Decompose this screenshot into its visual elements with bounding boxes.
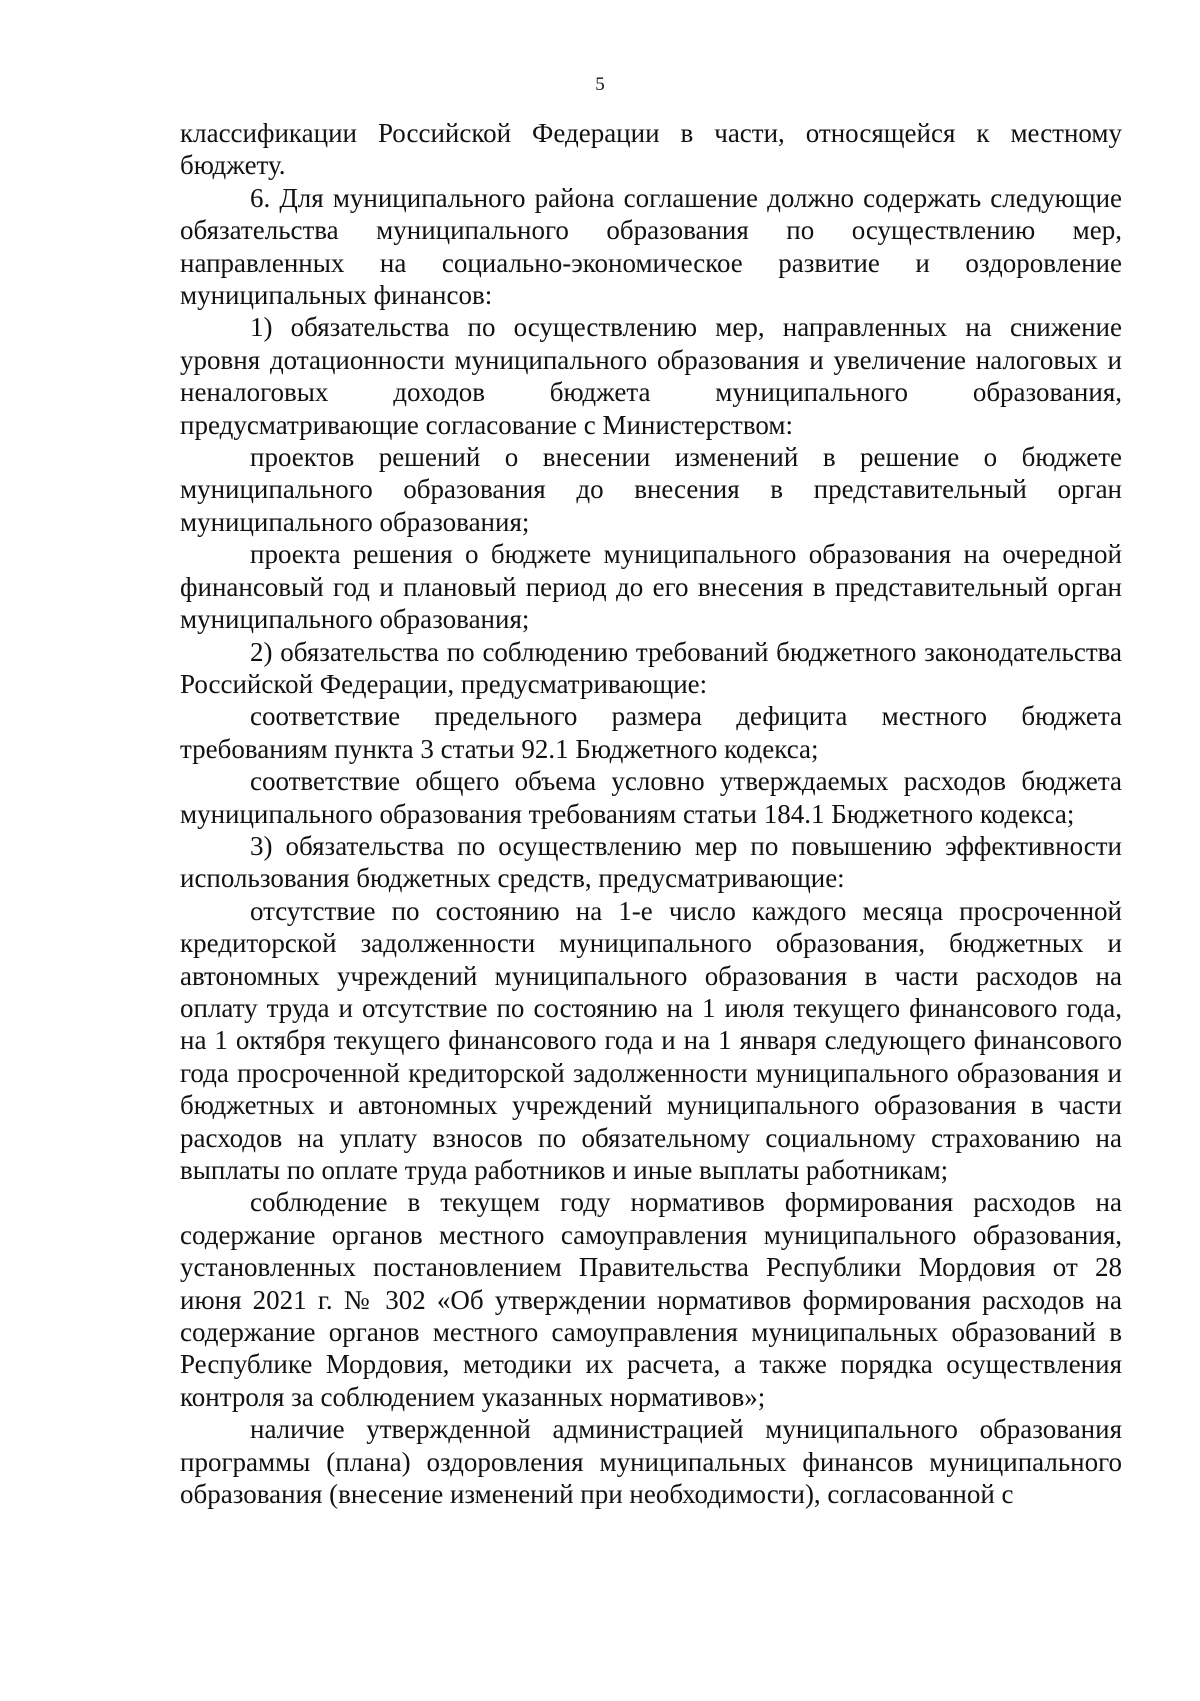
paragraph-subitem-3: 3) обязательства по осуществлению мер по повышению эффективности использования бюджетных средств, предусматривающие:	[180, 830, 1122, 894]
document-body	[180, 117, 1122, 1510]
paragraph-subitem-2: 2) обязательства по соблюдению требований бюджетного законодательства Российской Федерации, предусматривающие:	[180, 636, 1122, 699]
paragraph-item-6: 6. Для муниципального района соглашение должно содержать следующие обязательства муниципального образования по осуществлению мер, направленных на социально-экономическое развитие и оздоровление муниципальных финансов:	[180, 182, 1122, 311]
paragraph-deficit-limit: соответствие предельного размера дефицита местного бюджета требованиям пункта 3 статьи 92.1 Бюджетного кодекса;	[180, 701, 1122, 764]
page-number: 5	[595, 74, 605, 95]
paragraph-draft-decisions: проектов решений о внесении изменений в решение о бюджете муниципального образования до внесения в представительный орган муниципального образования;	[180, 442, 1122, 537]
paragraph-continuation: классификации Российской Федерации в части, относящейся к местному бюджету.	[180, 118, 1122, 181]
paragraph-expense-norms: соблюдение в текущем году нормативов формирования расходов на содержание органов местного самоуправления муниципального образования, установленных постановлением Правительства Республики Мордовия от 28 июня 2021 г. № 302 «Об утверждении нормативов формирования расходов на содержание органов местного самоуправления муниципальных образований в Республике Мордовия, методики их расчета, а также порядка осуществления контроля за соблюдением указанных нормативов»;	[180, 1187, 1122, 1412]
paragraph-approved-expenses: соответствие общего объема условно утверждаемых расходов бюджета муниципального образования требованиям статьи 184.1 Бюджетного кодекса;	[180, 766, 1122, 829]
paragraph-overdue-debt: отсутствие по состоянию на 1-е число каждого месяца просроченной кредиторской задолженности муниципального образования, бюджетных и автономных учреждений муниципального образования в части расходов на оплату труда и отсутствие по состоянию на 1 июля текущего финансового года, на 1 октября текущего финансового года и на 1 января следующего финансового года просроченной кредиторской задолженности муниципального образования и бюджетных и автономных учреждений муниципального образования в части расходов на уплату взносов по обязательному социальному страхованию на выплаты по оплате труда работников и иные выплаты работникам;	[180, 895, 1122, 1185]
paragraph-subitem-1: 1) обязательства по осуществлению мер, направленных на снижение уровня дотационности муниципального образования и увеличение налоговых и неналоговых доходов бюджета муниципального образования, предусматривающие согласование с Министерством:	[180, 312, 1122, 440]
paragraph-draft-budget: проекта решения о бюджете муниципального образования на очередной финансовый год и плановый период до его внесения в представительный орган муниципального образования;	[180, 539, 1122, 635]
paragraph-recovery-program: наличие утвержденной администрацией муниципального образования программы (плана) оздоровления муниципальных финансов муниципального образования (внесение изменений при необходимости), согласованной с	[180, 1414, 1122, 1510]
